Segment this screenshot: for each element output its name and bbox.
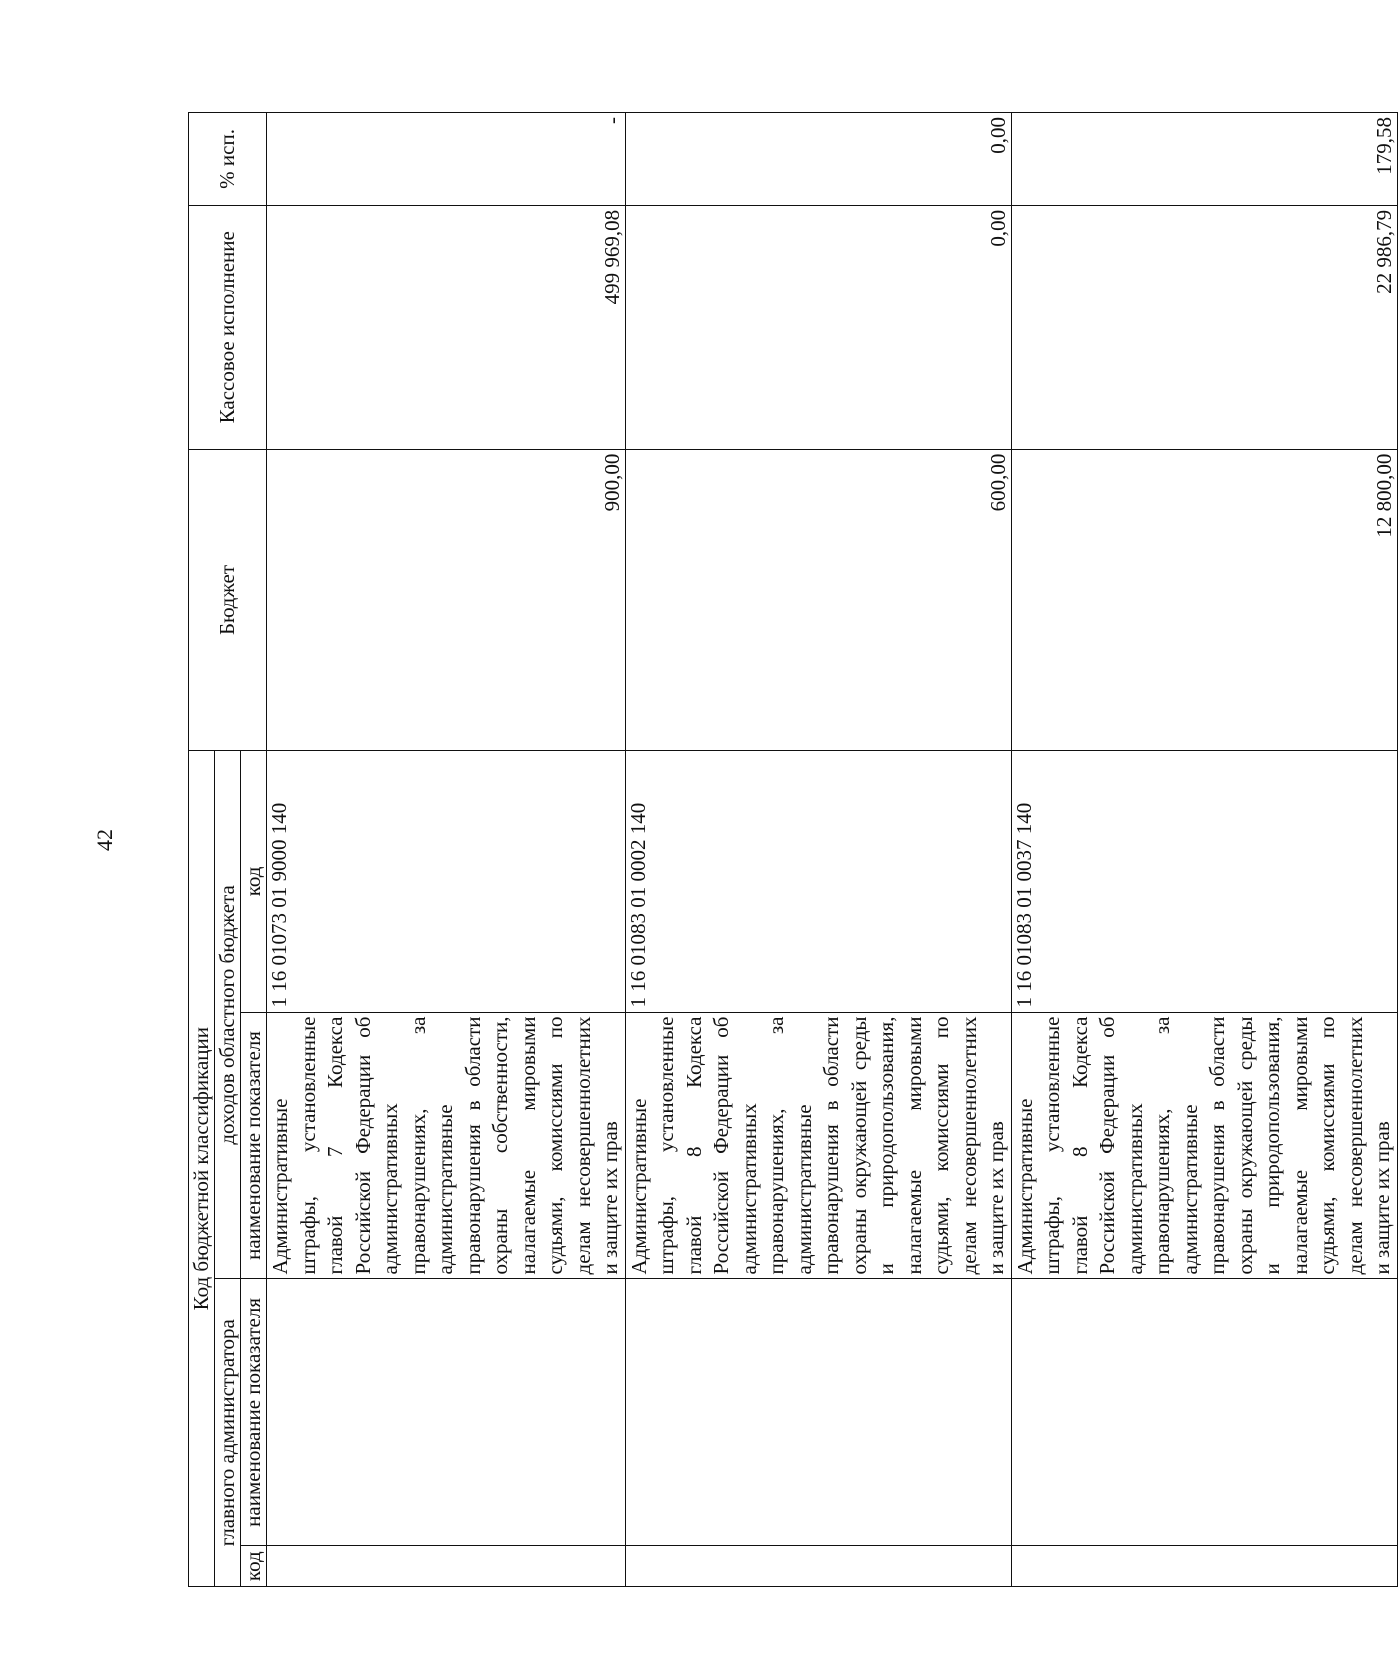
row-admin-name — [625, 1279, 1011, 1546]
row-income-code: 1 16 01073 01 9000 140 — [267, 751, 626, 1012]
row-cash-value: 0,00 — [625, 205, 1011, 449]
table-row — [1011, 113, 1397, 1587]
row-budget-value: 12 800,00 — [1011, 449, 1397, 751]
row-admin-name — [267, 1279, 626, 1546]
table-row — [267, 113, 626, 1587]
row-income-code: 1 16 01083 01 0037 140 — [1011, 751, 1397, 1012]
row-percent-value: 179,58 — [1011, 113, 1397, 206]
table-row — [625, 113, 1011, 1587]
header-classification-title: Код бюджетной классификации — [189, 751, 215, 1587]
header-budget: Бюджет — [189, 449, 267, 751]
row-indicator-name: Административные штрафы, установленные главой 8 Кодекса Российской Федерации об административных правонарушениях, за административные правонарушения в области охраны окружающей среды и природопользования, налагаемые мировыми судьями, комиссиями по делам несовершеннолетних и защите их прав — [1011, 1012, 1397, 1279]
header-income-code: код — [241, 751, 267, 1012]
row-cash-value: 499 969,08 — [267, 205, 626, 449]
budget-income-table — [188, 112, 1398, 1587]
header-main-administrator: главного администратора — [215, 1279, 241, 1587]
header-regional-income: доходов областного бюджета — [215, 751, 241, 1279]
row-percent-value: - — [267, 113, 626, 206]
header-admin-code: код — [241, 1546, 267, 1587]
row-admin-code — [625, 1546, 1011, 1587]
document-table-area — [188, 112, 1396, 1587]
row-budget-value: 900,00 — [267, 449, 626, 751]
header-cash-execution: Кассовое исполнение — [189, 205, 267, 449]
row-admin-code — [1011, 1546, 1397, 1587]
header-admin-name: наименование показателя — [241, 1279, 267, 1546]
row-budget-value: 600,00 — [625, 449, 1011, 751]
row-cash-value: 22 986,79 — [1011, 205, 1397, 449]
page-number: 42 — [92, 829, 117, 851]
row-admin-name — [1011, 1279, 1397, 1546]
row-percent-value: 0,00 — [625, 113, 1011, 206]
header-row-1 — [189, 113, 215, 1587]
row-admin-code — [267, 1546, 626, 1587]
row-indicator-name: Административные штрафы, установленные главой 8 Кодекса Российской Федерации об административных правонарушениях, за административные правонарушения в области охраны окружающей среды и природопользования, налагаемые мировыми судьями, комиссиями по делам несовершеннолетних и защите их прав — [625, 1012, 1011, 1279]
row-income-code: 1 16 01083 01 0002 140 — [625, 751, 1011, 1012]
rotated-landscape-page — [188, 112, 1396, 1587]
row-indicator-name: Административные штрафы, установленные главой 7 Кодекса Российской Федерации об административных правонарушениях, за административные правонарушения в области охраны собственности, налагаемые мировыми судьями, комиссиями по делам несовершеннолетних и защите их прав — [267, 1012, 626, 1279]
header-income-name: наименование показателя — [241, 1012, 267, 1279]
header-percent-execution: % исп. — [189, 113, 267, 206]
